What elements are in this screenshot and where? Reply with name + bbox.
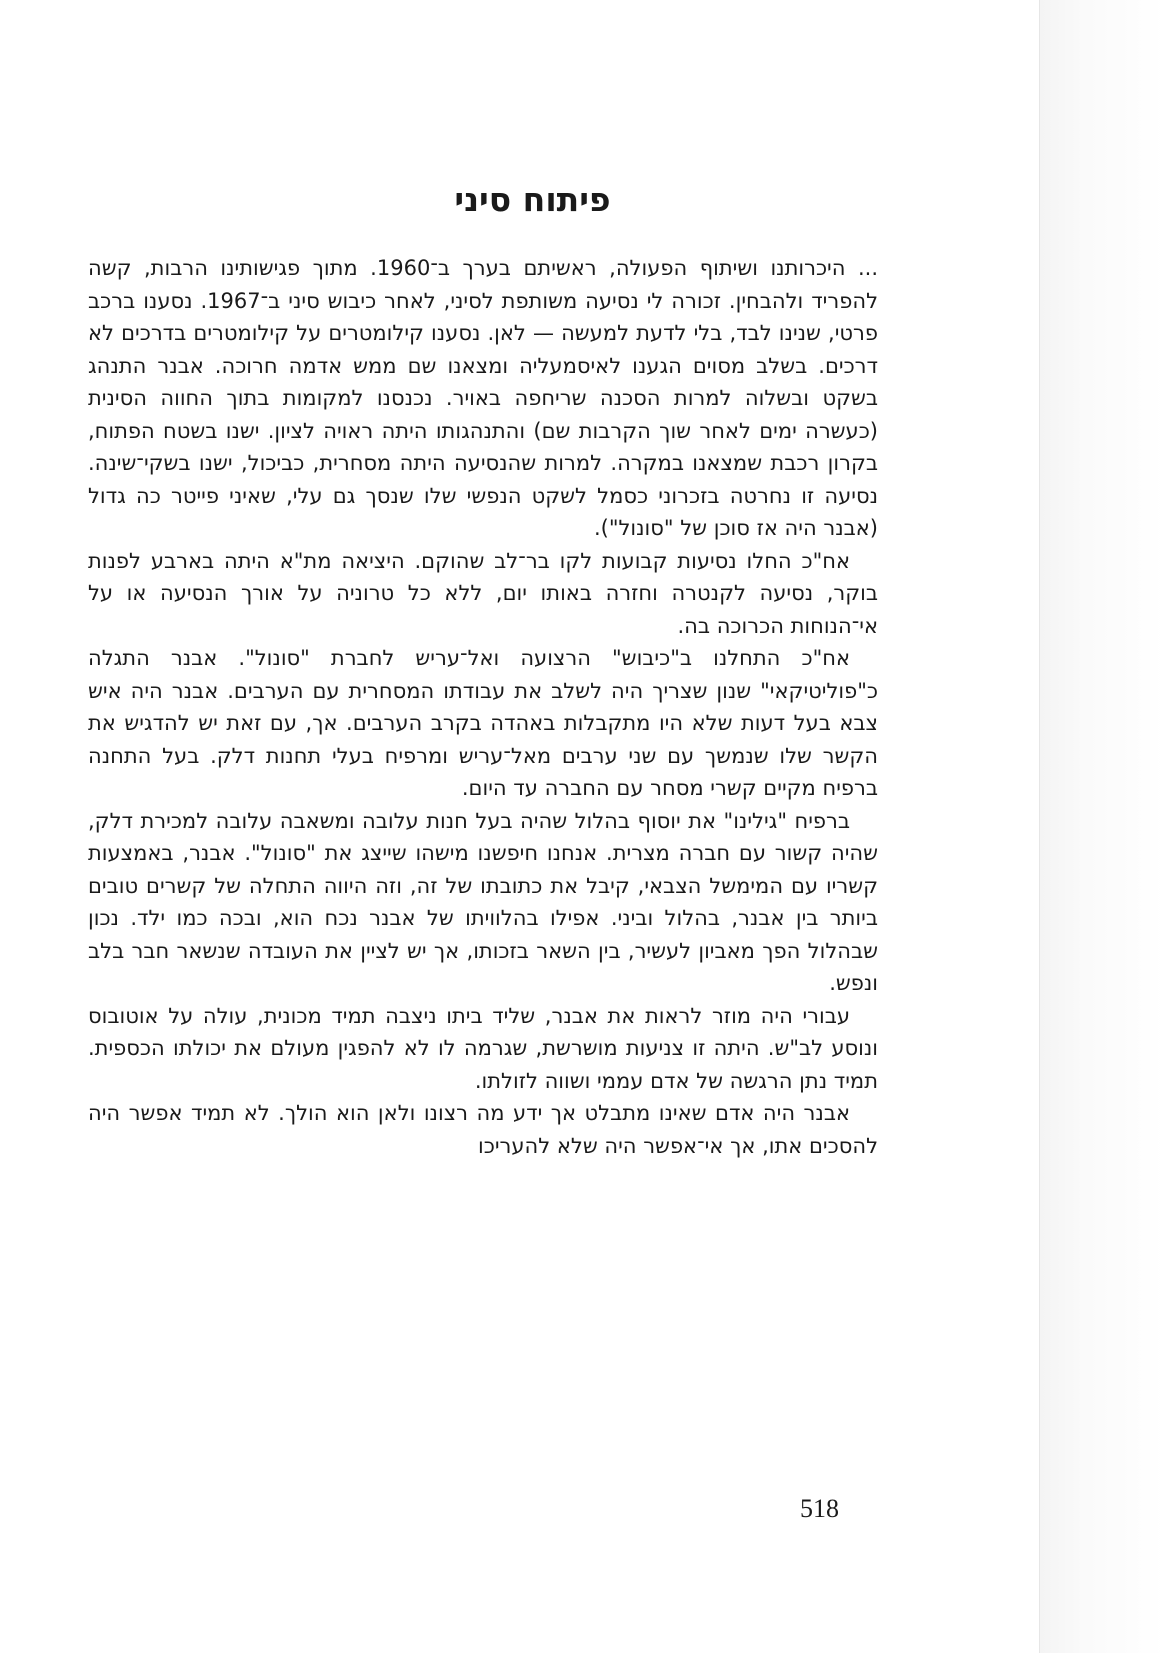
paragraph-2: אח"כ החלו נסיעות קבועות לקו בר־לב שהוקם. היציאה מת"א היתה בארבע לפנות בוקר, נסיעה לקנטרה וחזרה באותו יום, ללא כל טרוניה על אורך הנסיעה או על אי־הנוחות הכרוכה בה. [88, 548, 878, 638]
article-body [88, 252, 878, 1162]
paragraph-1: ... היכרותנו ושיתוף הפעולה, ראשיתם בערך ב־1960. מתוך פגישותינו הרבות, קשה להפריד ולהבחין. זכורה לי נסיעה משותפת לסיני, לאחר כיבוש סיני ב־1967. נסענו ברכב פרטי, שנינו לבד, בלי לדעת למעשה — לאן. נסענו קילומטרים על קילומטרים בדרכים לא דרכים. בשלב מסוים הגענו לאיסמעליה ומצאנו שם ממש אדמה חרוכה. אבנר התנהג בשקט ובשלוה למרות הסכנה שריחפה באויר. נכנסנו למקומות בתוך החווה הסינית (כעשרה ימים לאחר שוך הקרבות שם) והתנהגותו היתה ראויה לציון. ישנו בשטח הפתוח, בקרון רכבת שמצאנו במקרה. למרות שהנסיעה היתה מסחרית, כביכול, ישנו בשקי־שינה. נסיעה זו נחרטה בזכרוני כסמל לשקט הנפשי שלו שנסך גם עלי, שאיני פייטר כה גדול (אבנר היה אז סוכן של "סונול"). [88, 256, 879, 540]
page-title: פיתוח סיני [454, 180, 611, 219]
page-number: 518 [800, 1494, 839, 1523]
paragraph-3: אח"כ התחלנו ב"כיבוש" הרצועה ואל־עריש לחברת "סונול". אבנר התגלה כ"פוליטיקאי" שנון שצריך היה לשלב את עבודתו המסחרית עם הערבים. אבנר היה איש צבא בעל דעות שלא היו מתקבלות באהדה בקרב הערבים. אך, עם זאת יש להדגיש את הקשר שלו שנמשך עם שני ערבים מאל־עריש ומרפיח בעלי תחנות דלק. בעל התחנה ברפיח מקיים קשרי מסחר עם החברה עד היום. [88, 646, 878, 800]
paragraph-4: ברפיח "גילינו" את יוסוף בהלול שהיה בעל חנות עלובה ומשאבה עלובה למכירת דלק, שהיה קשור עם חברה מצרית. אנחנו חיפשנו מישהו שייצג את "סונול". אבנר, באמצעות קשריו עם המימשל הצבאי, קיבל את כתובתו של זה, וזה היווה התחלה של קשרים טובים ביותר בין אבנר, בהלול וביני. אפילו בהלוויתו של אבנר נכח הוא, ובכה כמו ילד. נכון שבהלול הפך מאביון לעשיר, בין השאר בזכותו, אך יש לציין את העובדה שנשאר חבר בלב ונפש. [88, 808, 878, 995]
scan-page-edge [1039, 0, 1165, 1653]
paragraph-5: עבורי היה מוזר לראות את אבנר, שליד ביתו ניצבה תמיד מכונית, עולה על אוטובוס ונוסע לב"ש. היתה זו צניעות מושרשת, שגרמה לו לא להפגין מעולם את יכולתו הכספית. תמיד נתן הרגשה של אדם עממי ושווה לזולתו. [88, 1003, 878, 1093]
paragraph-6: אבנר היה אדם שאינו מתבלט אך ידע מה רצונו ולאן הוא הולך. לא תמיד אפשר היה להסכים אתו, אך אי־אפשר היה שלא להעריכו [88, 1101, 878, 1158]
